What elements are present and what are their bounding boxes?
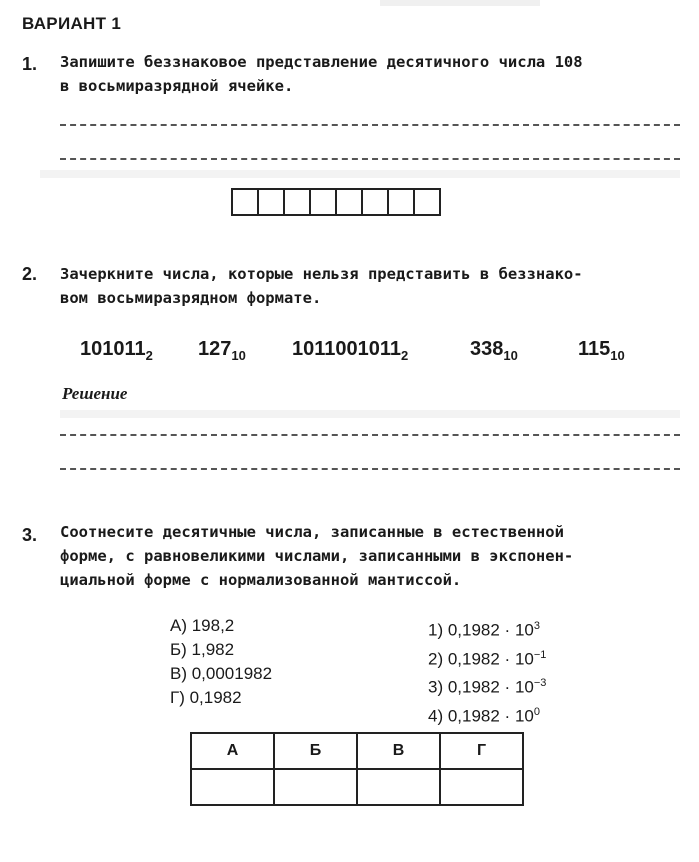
question-3-line: Соотнесите десятичные числа, записанные в естественной [60,523,564,541]
show-through-ghost [60,410,680,418]
answer-cell[interactable] [357,769,440,805]
exponential-numbers-list [428,614,546,729]
number-option[interactable]: $127_{10}$ [198,338,246,363]
bit-cell[interactable] [257,188,285,216]
question-1-text [60,50,583,98]
question-3-line: циальной форме с нормализованной мантиссой. [60,571,462,589]
table-header-row [191,733,523,769]
list-item: В) 0,0001982 [170,664,273,683]
question-2-text [60,262,583,310]
question-3-number: 3. [22,525,38,545]
table-header: В [357,733,440,769]
list-item: 3) $0,1982 \cdot 10^{-3}$ [428,677,547,697]
question-2-line: вом восьмиразрядном формате. [60,289,322,307]
bit-cell[interactable] [387,188,415,216]
list-item: А) 198,2 [170,616,235,635]
table-header: Б [274,733,357,769]
eight-bit-cell [233,188,441,216]
bit-cell[interactable] [231,188,259,216]
bit-cell[interactable] [309,188,337,216]
bit-cell[interactable] [361,188,389,216]
answer-line[interactable] [60,468,680,470]
question-2-number: 2. [22,264,38,284]
solution-label: Решение [62,384,128,403]
table-header: А [191,733,274,769]
question-3-text [60,520,573,592]
bit-cell[interactable] [335,188,363,216]
variant-title: ВАРИАНТ 1 [22,14,122,33]
show-through-ghost [380,0,540,6]
answer-line[interactable] [60,158,680,160]
question-3-line: форме, с равновеликими числами, записанными в экспонен- [60,547,574,565]
number-option[interactable]: $338_{10}$ [470,338,518,363]
number-option[interactable]: $115_{10}$ [578,338,625,363]
table-row [191,769,523,805]
list-item: Г) 0,1982 [170,688,242,707]
question-1-line: Запишите беззнаковое представление десятичного числа 108 [60,53,583,71]
number-option[interactable]: $1011001011_2$ [292,338,409,363]
question-1-line: в восьмиразрядной ячейке. [60,77,294,95]
question-1-number: 1. [22,54,38,74]
list-item: Б) 1,982 [170,640,235,659]
answer-line[interactable] [60,124,680,126]
show-through-ghost [40,170,680,178]
answer-table [190,732,524,806]
list-item: 2) $0,1982 \cdot 10^{-1}$ [428,648,547,669]
answer-cell[interactable] [191,769,274,805]
bit-cell[interactable] [283,188,311,216]
question-2-line: Зачеркните числа, которые нельзя представить в беззнако- [60,265,583,283]
bit-cell[interactable] [413,188,441,216]
list-item: 1) $0,1982 \cdot 10^3$ [428,620,540,640]
list-item: 4) $0,1982 \cdot 10^0$ [428,705,540,726]
table-header: Г [440,733,523,769]
answer-line[interactable] [60,434,680,436]
answer-cell[interactable] [274,769,357,805]
decimal-numbers-list [170,614,272,710]
number-option[interactable]: $101011_2$ [80,338,153,363]
answer-cell[interactable] [440,769,523,805]
